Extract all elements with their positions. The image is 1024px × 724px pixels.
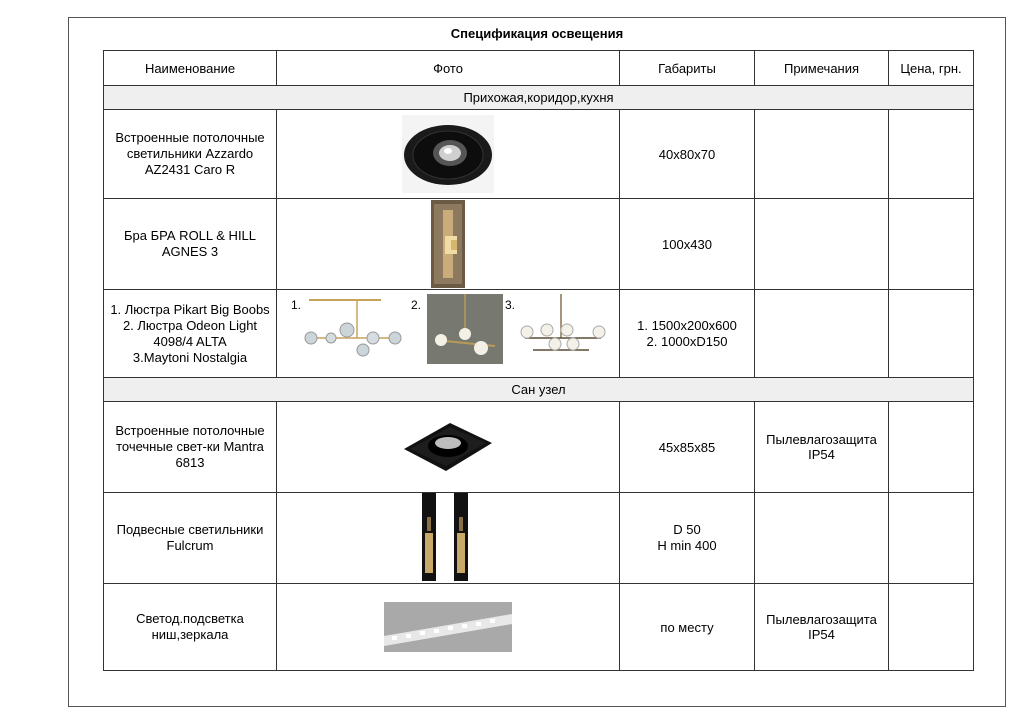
item-name: Подвесные светильники Fulcrum xyxy=(104,493,277,584)
photo-label-2: 2. xyxy=(411,298,422,312)
item-dims: 100x430 xyxy=(620,199,755,290)
item-dims: 1. 1500x200x600 2. 1000xD150 xyxy=(620,290,755,378)
chandelier-photos xyxy=(277,290,619,377)
chandelier-2-image xyxy=(427,294,503,364)
col-header-notes: Примечания xyxy=(755,51,889,86)
item-price xyxy=(889,402,974,493)
section-row xyxy=(104,86,974,110)
item-name: Встроенные потолочные светильники Azzardo AZ2431 Caro R xyxy=(104,110,277,199)
item-notes: Пылевлагозащита IP54 xyxy=(755,402,889,493)
item-price xyxy=(889,110,974,199)
col-header-name: Наименование xyxy=(104,51,277,86)
round-downlight-image xyxy=(402,115,494,193)
item-name: 1. Люстра Pikart Big Boobs 2. Люстра Odeon Light 4098/4 ALTA 3.Maytoni Nostalgia xyxy=(104,290,277,378)
photo-label-1: 1. xyxy=(291,298,302,312)
item-notes xyxy=(755,110,889,199)
item-dims: D 50 H min 400 xyxy=(620,493,755,584)
item-photo xyxy=(277,290,620,378)
chandelier-3-image xyxy=(517,294,609,366)
page-title: Спецификация освещения xyxy=(450,26,624,41)
item-dims: по месту xyxy=(620,584,755,671)
item-notes xyxy=(755,493,889,584)
table-row xyxy=(104,402,974,493)
photo-label-3: 3. xyxy=(505,298,516,312)
wall-sconce-image xyxy=(431,200,465,288)
item-notes xyxy=(755,290,889,378)
item-price xyxy=(889,290,974,378)
item-name: Бра БРА ROLL & HILL AGNES 3 xyxy=(104,199,277,290)
item-price xyxy=(889,584,974,671)
item-photo xyxy=(277,402,620,493)
table-row xyxy=(104,493,974,584)
item-photo xyxy=(277,584,620,671)
item-dims: 45x85x85 xyxy=(620,402,755,493)
item-notes: Пылевлагозащита IP54 xyxy=(755,584,889,671)
table-row xyxy=(104,290,974,378)
col-header-dims: Габариты xyxy=(620,51,755,86)
led-strip-image xyxy=(384,602,512,652)
item-photo xyxy=(277,110,620,199)
square-downlight-image xyxy=(400,419,496,475)
section-row xyxy=(104,378,974,402)
item-price xyxy=(889,199,974,290)
col-header-price: Цена, грн. xyxy=(889,51,974,86)
item-price xyxy=(889,493,974,584)
pendant-tubes-image xyxy=(418,493,478,583)
item-name: Встроенные потолочные точечные свет-ки Mantra 6813 xyxy=(104,402,277,493)
section-label: Сан узел xyxy=(104,378,974,402)
table-row xyxy=(104,584,974,671)
table-row xyxy=(104,110,974,199)
section-label: Прихожая,коридор,кухня xyxy=(104,86,974,110)
col-header-photo: Фото xyxy=(277,51,620,86)
item-notes xyxy=(755,199,889,290)
header-row xyxy=(104,51,974,86)
chandelier-1-image xyxy=(301,294,411,370)
item-photo xyxy=(277,199,620,290)
table-row xyxy=(104,199,974,290)
item-dims: 40x80x70 xyxy=(620,110,755,199)
item-photo xyxy=(277,493,620,584)
item-name: Светод.подсветка ниш,зеркала xyxy=(104,584,277,671)
spec-table xyxy=(103,50,974,671)
